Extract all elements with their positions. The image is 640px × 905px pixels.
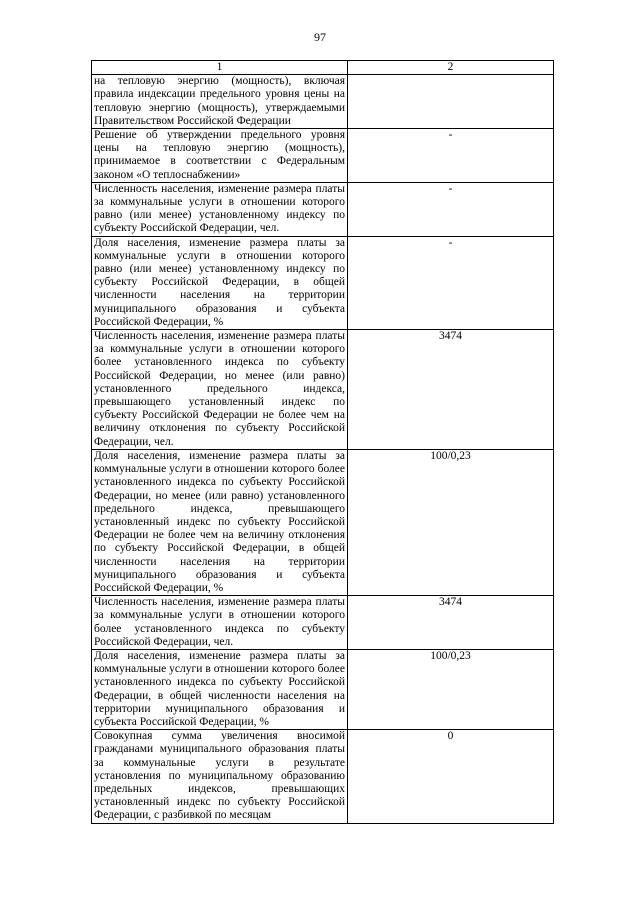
row-label: на тепловую энергию (мощность), включая правила индексации предельного уровня цены на тепловую энергию (мощность), утверждаемыми Правительством Российской Федерации [92, 75, 348, 129]
row-value: 100/0,23 [348, 449, 554, 595]
row-label: Численность населения, изменение размера платы за коммунальные услуги в отношении которого более установленного индекса по субъекту Российской Федерации, но менее (или равно) установленного предельного индекса, превышающего установленный индекс по субъекту Российской Федерации не более чем на величину отклонения по субъекту Российской Федерации, чел. [92, 330, 348, 450]
table-header-row [92, 61, 554, 75]
row-label: Доля населения, изменение размера платы за коммунальные услуги в отношении которого равно (или менее) установленному индексу по субъекту Российской Федерации, в общей численности населения на территории муниципального образования и субъекта Российской Федерации, % [92, 236, 348, 329]
table-row [92, 236, 554, 329]
row-value: 3474 [348, 596, 554, 650]
row-label: Решение об утверждении предельного уровня цены на тепловую энергию (мощность), принимаемое в соответствии с Федеральным законом «О теплоснабжении» [92, 129, 348, 183]
row-value [348, 75, 554, 129]
row-label: Доля населения, изменение размера платы за коммунальные услуги в отношении которого более установленного индекса по субъекту Российской Федерации, но менее (или равно) установленного предельного индекса, превышающего установленный индекс по субъекту Российской Федерации не более чем на величину отклонения по субъекту Российской Федерации, в общей численности населения на территории муниципального образования и субъекта Российской Федерации, % [92, 449, 348, 595]
data-table [91, 60, 554, 824]
row-value: - [348, 129, 554, 183]
table-row [92, 596, 554, 650]
table-row [92, 730, 554, 823]
row-value: 3474 [348, 330, 554, 450]
row-value: 100/0,23 [348, 649, 554, 729]
row-label: Совокупная сумма увеличения вносимой гражданами муниципального образования платы за коммунальные услуги в результате установления по муниципальному образованию предельных индексов, превышающих установленный индекс по субъекту Российской Федерации, с разбивкой по месяцам [92, 730, 348, 823]
row-label: Численность населения, изменение размера платы за коммунальные услуги в отношении которого более установленного индекса по субъекту Российской Федерации, чел. [92, 596, 348, 650]
row-value: - [348, 236, 554, 329]
column-header-1: 1 [92, 61, 348, 75]
table-row [92, 75, 554, 129]
page-number: 97 [314, 30, 326, 44]
column-header-2: 2 [348, 61, 554, 75]
table-row [92, 449, 554, 595]
table-row [92, 649, 554, 729]
table-row [92, 182, 554, 236]
table-row [92, 129, 554, 183]
row-value: - [348, 182, 554, 236]
row-label: Численность населения, изменение размера платы за коммунальные услуги в отношении которого равно (или менее) установленному индексу по субъекту Российской Федерации, чел. [92, 182, 348, 236]
row-value: 0 [348, 730, 554, 823]
row-label: Доля населения, изменение размера платы за коммунальные услуги в отношении которого более установленного индекса по субъекту Российской Федерации, в общей численности населения на территории муниципального образования и субъекта Российской Федерации, % [92, 649, 348, 729]
table-row [92, 330, 554, 450]
